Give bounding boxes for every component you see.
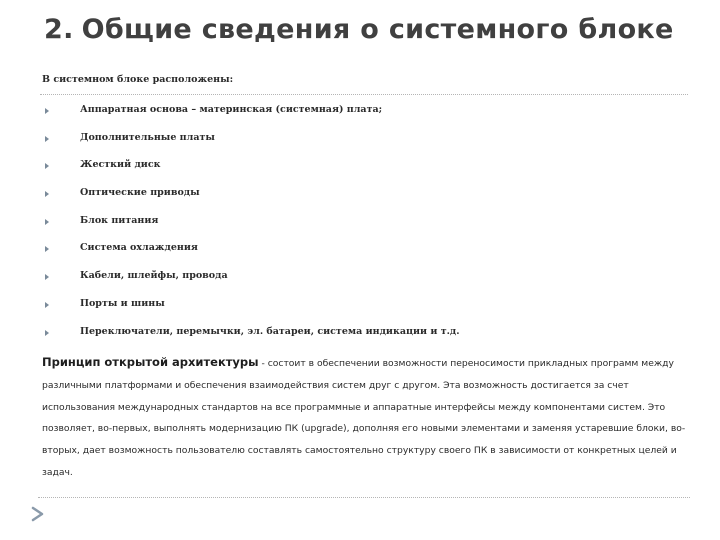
bottom-divider (38, 497, 690, 498)
corner-arrow-icon (30, 506, 46, 522)
bullet-arrow-icon (45, 163, 49, 169)
list-item (0, 130, 720, 158)
bullet-arrow-icon (45, 302, 49, 308)
slide-title-number: 2. (44, 14, 74, 45)
list-item-text: Дополнительные платы (80, 131, 215, 143)
list-item-text: Аппаратная основа – материнская (системная) плата; (80, 104, 383, 115)
bullet-arrow-icon (45, 274, 49, 280)
intro-text: В системном блоке расположены: (42, 74, 234, 85)
list-item-text: Блок питания (80, 214, 159, 226)
slide-title (44, 14, 674, 45)
bullet-arrow-icon (45, 330, 49, 336)
list-item (0, 185, 720, 213)
list-item-text: Порты и шины (80, 297, 165, 309)
open-architecture-paragraph (42, 352, 692, 484)
list-item (0, 213, 720, 241)
bullet-arrow-icon (45, 246, 49, 252)
bullet-arrow-icon (45, 219, 49, 225)
bullet-arrow-icon (45, 136, 49, 142)
list-item-text: Оптические приводы (80, 187, 200, 199)
list-item (0, 240, 720, 268)
list-item (0, 157, 720, 185)
component-list (0, 102, 720, 351)
list-item-text: Кабели, шлейфы, провода (80, 270, 228, 282)
list-item (0, 324, 720, 352)
slide-title-text: Общие сведения о системного блоке (81, 14, 674, 45)
intro-divider (40, 94, 688, 95)
list-item-text: Переключатели, перемычки, эл. батареи, система индикации и т.д. (80, 325, 460, 337)
bullet-arrow-icon (45, 191, 49, 197)
list-item (0, 102, 720, 130)
list-item (0, 268, 720, 296)
bullet-arrow-icon (45, 108, 49, 114)
paragraph-lead: Принцип открытой архитектуры (42, 355, 259, 369)
list-item-text: Система охлаждения (80, 242, 198, 254)
list-item (0, 296, 720, 324)
list-item-text: Жесткий диск (80, 159, 161, 171)
paragraph-body: - состоит в обеспечении возможности переносимости прикладных программ между различными платформами и обеспечения взаимодействия систем друг с другом. Эта возможность достигается за счет использования международных стандартов на все программные и аппаратные интерфейсы между компонентами систем. Это позволяет, во-первых, выполнять модернизацию ПК (upgrade), дополняя его новыми элементами и заменяя устаревшие блоки, во-вторых, дает возможность пользователю составлять самостоятельно структуру своего ПК в зависимости от конкретных целей и задач. (42, 358, 686, 478)
